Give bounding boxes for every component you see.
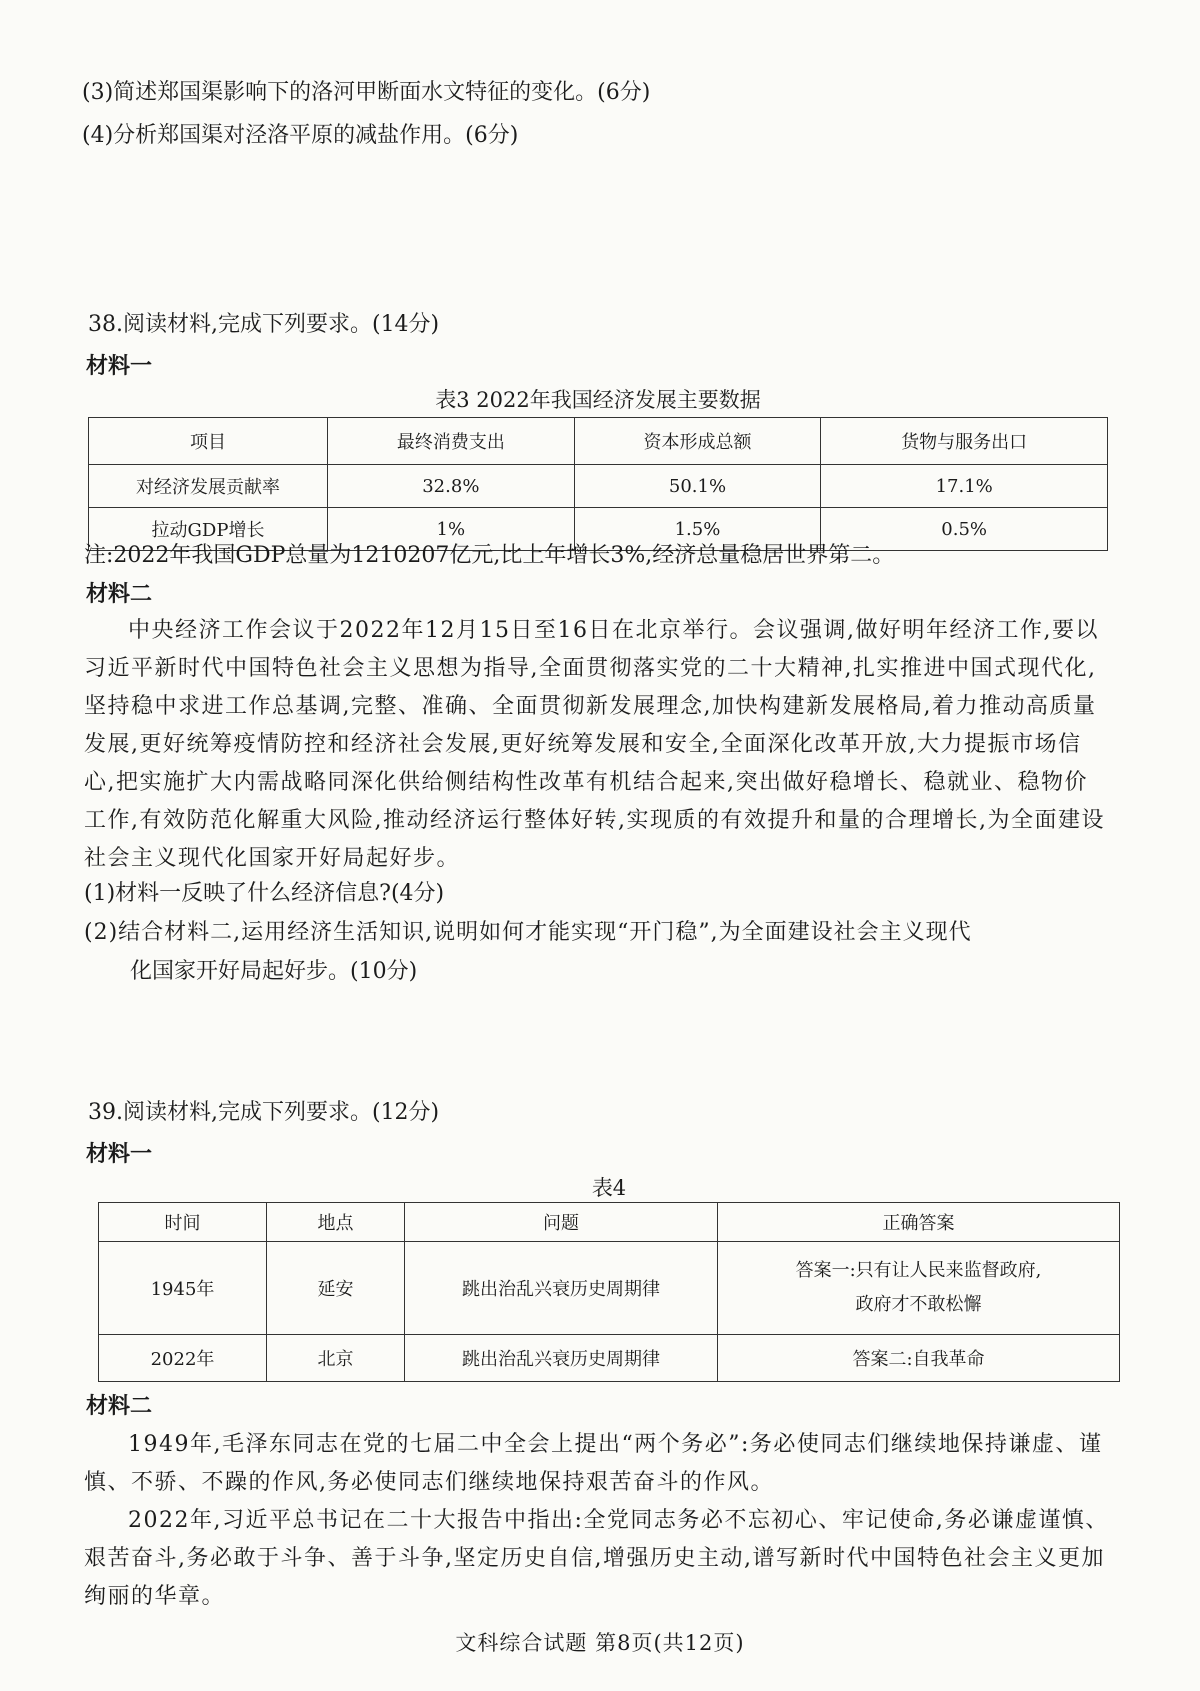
table4-caption: 表4 [591, 1176, 627, 1200]
table-cell: 2022年 [99, 1335, 267, 1382]
table-header-cell: 货物与服务出口 [821, 418, 1108, 465]
answer1-line2: 政府才不敢松懈 [855, 1294, 982, 1315]
q38-material1-label: 材料一 [86, 354, 153, 379]
table-cell: 0.5% [821, 508, 1108, 551]
q39-material1-label: 材料一 [86, 1142, 153, 1167]
answer1-line1: 答案一:只有让人民来监督政府, [795, 1260, 1042, 1281]
table-cell: 答案二:自我革命 [718, 1335, 1120, 1382]
table-header-row [89, 418, 1108, 465]
q38-sub2-line2: 化国家开好局起好步。(10分) [130, 959, 418, 984]
q38-sub2-line1: (2)结合材料二,运用经济生活知识,说明如何才能实现“开门稳”,为全面建设社会主义现代 [84, 920, 972, 945]
table-header-cell: 资本形成总额 [574, 418, 821, 465]
table3-caption: 表3 2022年我国经济发展主要数据 [435, 388, 761, 412]
paragraph: 1949年,毛泽东同志在党的七届二中全会上提出“两个务必”:务必使同志们继续地保持谦虚、谨慎、不骄、不躁的作风,务必使同志们继续地保持艰苦奋斗的作风。 [84, 1432, 1103, 1495]
table-row [99, 1242, 1120, 1335]
table-cell: 跳出治乱兴衰历史周期律 [405, 1335, 718, 1382]
question-4: (4)分析郑国渠对泾洛平原的减盐作用。(6分) [82, 123, 519, 148]
table-cell: 1.5% [574, 508, 821, 551]
page-footer: 文科综合试题 第8页(共12页) [455, 1631, 745, 1655]
table-cell: 1945年 [99, 1242, 267, 1335]
q39-heading: 39.阅读材料,完成下列要求。(12分) [88, 1100, 440, 1125]
table-cell: 延安 [267, 1242, 405, 1335]
q38-heading: 38.阅读材料,完成下列要求。(14分) [88, 312, 440, 337]
table-cell: 32.8% [328, 465, 575, 508]
table-cell: 1% [328, 508, 575, 551]
table-cell: 拉动GDP增长 [89, 508, 328, 551]
q39-material2-label: 材料二 [86, 1394, 153, 1419]
table-header-cell: 正确答案 [718, 1203, 1120, 1242]
table-cell: 对经济发展贡献率 [89, 465, 328, 508]
table3-note: 注:2022年我国GDP总量为1210207亿元,比上年增长3%,经济总量稳居世界第二。 [84, 543, 895, 568]
paragraph: 2022年,习近平总书记在二十大报告中指出:全党同志务必不忘初心、牢记使命,务必谦虚谨慎、艰苦奋斗,务必敢于斗争、善于斗争,坚定历史自信,增强历史主动,谱写新时代中国特色社会主义更加绚丽的华章。 [84, 1508, 1109, 1609]
table4 [98, 1202, 1120, 1382]
table-cell: 跳出治乱兴衰历史周期律 [405, 1242, 718, 1335]
q38-sub1: (1)材料一反映了什么经济信息?(4分) [84, 881, 445, 906]
table-cell: 50.1% [574, 465, 821, 508]
table-header-cell: 项目 [89, 418, 328, 465]
q38-material2-text [84, 612, 1110, 878]
table-header-cell: 时间 [99, 1203, 267, 1242]
table-cell: 北京 [267, 1335, 405, 1382]
table3 [88, 417, 1108, 551]
table-row [89, 465, 1108, 508]
table-header-cell: 问题 [405, 1203, 718, 1242]
paragraph: 中央经济工作会议于2022年12月15日至16日在北京举行。会议强调,做好明年经济工作,要以习近平新时代中国特色社会主义思想为指导,全面贯彻落实党的二十大精神,扎实推进中国式现代化,坚持稳中求进工作总基调,完整、准确、全面贯彻新发展理念,加快构建新发展格局,着力推动高质量发展,更好统筹疫情防控和经济社会发展,更好统筹发展和安全,全面深化改革开放,大力提振市场信心,把实施扩大内需战略同深化供给侧结构性改革有机结合起来,突出做好稳增长、稳就业、稳物价工作,有效防范化解重大风险,推动经济运行整体好转,实现质的有效提升和量的合理增长,为全面建设社会主义现代化国家开好局起好步。 [84, 618, 1105, 871]
table-row [99, 1335, 1120, 1382]
table-cell [718, 1242, 1120, 1335]
table-header-cell: 最终消费支出 [328, 418, 575, 465]
table-header-cell: 地点 [267, 1203, 405, 1242]
q38-material2-label: 材料二 [86, 582, 153, 607]
question-3: (3)简述郑国渠影响下的洛河甲断面水文特征的变化。(6分) [82, 80, 651, 105]
table-cell: 17.1% [821, 465, 1108, 508]
q39-material2-text [84, 1426, 1114, 1616]
table-header-row [99, 1203, 1120, 1242]
